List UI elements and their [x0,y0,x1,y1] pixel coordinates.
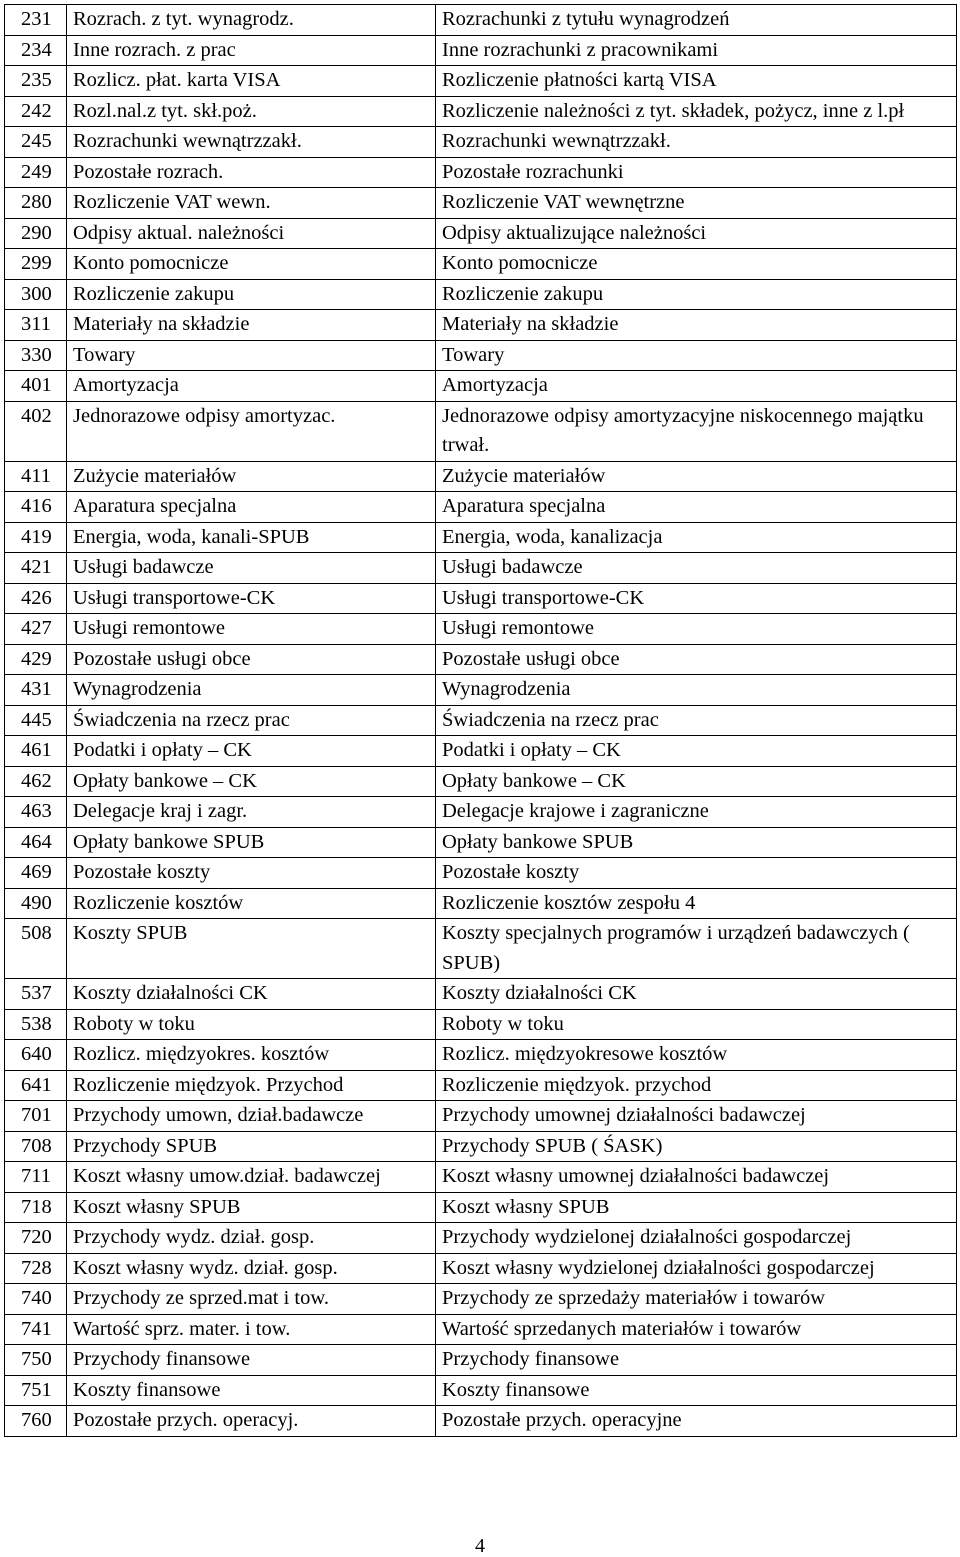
table-row [5,371,957,402]
account-number-cell: 701 [5,1101,67,1132]
account-number-cell: 718 [5,1192,67,1223]
account-short-name-cell: Rozliczenie VAT wewn. [67,188,436,219]
account-full-name-cell: Usługi transportowe-CK [436,583,957,614]
account-number-cell: 290 [5,218,67,249]
account-number-cell: 728 [5,1253,67,1284]
table-row [5,492,957,523]
account-short-name-cell: Delegacje kraj i zagr. [67,797,436,828]
account-full-name-cell: Odpisy aktualizujące należności [436,218,957,249]
table-row [5,1284,957,1315]
account-number-cell: 234 [5,35,67,66]
account-short-name-cell: Koszt własny wydz. dział. gosp. [67,1253,436,1284]
account-short-name-cell: Opłaty bankowe – CK [67,766,436,797]
account-number-cell: 419 [5,522,67,553]
account-short-name-cell: Przychody finansowe [67,1345,436,1376]
account-full-name-cell: Rozliczenie płatności kartą VISA [436,66,957,97]
table-row [5,766,957,797]
account-short-name-cell: Opłaty bankowe SPUB [67,827,436,858]
account-short-name-cell: Materiały na składzie [67,310,436,341]
account-short-name-cell: Podatki i opłaty – CK [67,736,436,767]
account-short-name-cell: Rozrach. z tyt. wynagrodz. [67,5,436,36]
table-row [5,1070,957,1101]
account-full-name-cell: Świadczenia na rzecz prac [436,705,957,736]
account-number-cell: 461 [5,736,67,767]
account-short-name-cell: Energia, woda, kanali-SPUB [67,522,436,553]
account-full-name-cell: Koszty działalności CK [436,979,957,1010]
account-short-name-cell: Koszty SPUB [67,919,436,979]
account-number-cell: 508 [5,919,67,979]
account-full-name-cell: Pozostałe koszty [436,858,957,889]
table-row [5,553,957,584]
account-full-name-cell: Wartość sprzedanych materiałów i towarów [436,1314,957,1345]
table-row [5,1009,957,1040]
account-number-cell: 300 [5,279,67,310]
account-short-name-cell: Rozl.nal.z tyt. skł.poż. [67,96,436,127]
table-row [5,5,957,36]
account-number-cell: 445 [5,705,67,736]
table-row [5,461,957,492]
account-full-name-cell: Koszt własny wydzielonej działalności gospodarczej [436,1253,957,1284]
account-short-name-cell: Rozlicz. płat. karta VISA [67,66,436,97]
account-number-cell: 538 [5,1009,67,1040]
accounts-table-body [5,5,957,1437]
account-full-name-cell: Pozostałe przych. operacyjne [436,1406,957,1437]
account-full-name-cell: Zużycie materiałów [436,461,957,492]
account-full-name-cell: Amortyzacja [436,371,957,402]
account-full-name-cell: Przychody ze sprzedaży materiałów i towarów [436,1284,957,1315]
account-short-name-cell: Usługi remontowe [67,614,436,645]
account-number-cell: 640 [5,1040,67,1071]
account-number-cell: 708 [5,1131,67,1162]
account-number-cell: 245 [5,127,67,158]
account-short-name-cell: Koszty działalności CK [67,979,436,1010]
account-full-name-cell: Roboty w toku [436,1009,957,1040]
account-full-name-cell: Delegacje krajowe i zagraniczne [436,797,957,828]
table-row [5,644,957,675]
account-full-name-cell: Pozostałe usługi obce [436,644,957,675]
account-short-name-cell: Pozostałe usługi obce [67,644,436,675]
table-row [5,614,957,645]
table-row [5,310,957,341]
account-full-name-cell: Opłaty bankowe SPUB [436,827,957,858]
account-number-cell: 462 [5,766,67,797]
accounts-table [4,4,957,1437]
account-full-name-cell: Opłaty bankowe – CK [436,766,957,797]
page-number: 4 [475,1535,485,1557]
account-number-cell: 231 [5,5,67,36]
account-short-name-cell: Aparatura specjalna [67,492,436,523]
account-short-name-cell: Pozostałe rozrach. [67,157,436,188]
account-number-cell: 402 [5,401,67,461]
table-row [5,797,957,828]
account-short-name-cell: Usługi badawcze [67,553,436,584]
account-full-name-cell: Materiały na składzie [436,310,957,341]
table-row [5,583,957,614]
table-row [5,218,957,249]
table-row [5,1375,957,1406]
account-full-name-cell: Konto pomocnicze [436,249,957,280]
account-number-cell: 242 [5,96,67,127]
table-row [5,1253,957,1284]
account-short-name-cell: Konto pomocnicze [67,249,436,280]
account-number-cell: 249 [5,157,67,188]
account-number-cell: 235 [5,66,67,97]
account-full-name-cell: Usługi remontowe [436,614,957,645]
account-full-name-cell: Rozrachunki z tytułu wynagrodzeń [436,5,957,36]
table-row [5,705,957,736]
account-number-cell: 641 [5,1070,67,1101]
account-number-cell: 711 [5,1162,67,1193]
table-row [5,96,957,127]
account-full-name-cell: Wynagrodzenia [436,675,957,706]
account-short-name-cell: Przychody umown, dział.badawcze [67,1101,436,1132]
account-short-name-cell: Odpisy aktual. należności [67,218,436,249]
account-full-name-cell: Rozliczenie VAT wewnętrzne [436,188,957,219]
account-short-name-cell: Towary [67,340,436,371]
table-row [5,279,957,310]
table-row [5,249,957,280]
table-row [5,1040,957,1071]
table-row [5,188,957,219]
table-row [5,66,957,97]
account-full-name-cell: Inne rozrachunki z pracownikami [436,35,957,66]
account-number-cell: 330 [5,340,67,371]
account-short-name-cell: Rozrachunki wewnątrzzakł. [67,127,436,158]
account-number-cell: 411 [5,461,67,492]
account-full-name-cell: Przychody umownej działalności badawczej [436,1101,957,1132]
account-number-cell: 469 [5,858,67,889]
account-number-cell: 401 [5,371,67,402]
account-short-name-cell: Przychody SPUB [67,1131,436,1162]
table-row [5,1223,957,1254]
table-row [5,522,957,553]
account-full-name-cell: Pozostałe rozrachunki [436,157,957,188]
account-full-name-cell: Energia, woda, kanalizacja [436,522,957,553]
account-full-name-cell: Rozrachunki wewnątrzzakł. [436,127,957,158]
table-row [5,858,957,889]
account-number-cell: 427 [5,614,67,645]
account-full-name-cell: Przychody SPUB ( ŚASK) [436,1131,957,1162]
account-short-name-cell: Rozliczenie międzyok. Przychod [67,1070,436,1101]
account-full-name-cell: Przychody finansowe [436,1345,957,1376]
table-row [5,1192,957,1223]
account-number-cell: 741 [5,1314,67,1345]
account-short-name-cell: Rozlicz. międzyokres. kosztów [67,1040,436,1071]
table-row [5,827,957,858]
table-row [5,888,957,919]
table-row [5,1131,957,1162]
table-row [5,401,957,461]
account-full-name-cell: Aparatura specjalna [436,492,957,523]
account-full-name-cell: Rozlicz. międzyokresowe kosztów [436,1040,957,1071]
account-number-cell: 750 [5,1345,67,1376]
table-row [5,675,957,706]
account-number-cell: 429 [5,644,67,675]
table-row [5,1101,957,1132]
account-short-name-cell: Wartość sprz. mater. i tow. [67,1314,436,1345]
account-number-cell: 720 [5,1223,67,1254]
account-short-name-cell: Rozliczenie kosztów [67,888,436,919]
account-short-name-cell: Pozostałe koszty [67,858,436,889]
account-number-cell: 760 [5,1406,67,1437]
account-number-cell: 421 [5,553,67,584]
account-number-cell: 740 [5,1284,67,1315]
account-number-cell: 416 [5,492,67,523]
account-short-name-cell: Rozliczenie zakupu [67,279,436,310]
account-full-name-cell: Koszt własny SPUB [436,1192,957,1223]
table-row [5,127,957,158]
account-full-name-cell: Przychody wydzielonej działalności gospodarczej [436,1223,957,1254]
table-row [5,1345,957,1376]
account-full-name-cell: Koszty specjalnych programów i urządzeń badawczych ( SPUB) [436,919,957,979]
table-row [5,35,957,66]
account-full-name-cell: Jednorazowe odpisy amortyzacyjne niskocennego majątku trwał. [436,401,957,461]
account-full-name-cell: Rozliczenie należności z tyt. składek, pożycz, inne z l.pł [436,96,957,127]
account-short-name-cell: Przychody ze sprzed.mat i tow. [67,1284,436,1315]
account-number-cell: 280 [5,188,67,219]
table-row [5,1314,957,1345]
account-number-cell: 311 [5,310,67,341]
table-row [5,340,957,371]
account-short-name-cell: Świadczenia na rzecz prac [67,705,436,736]
account-number-cell: 431 [5,675,67,706]
account-number-cell: 464 [5,827,67,858]
account-short-name-cell: Inne rozrach. z prac [67,35,436,66]
account-short-name-cell: Roboty w toku [67,1009,436,1040]
account-short-name-cell: Zużycie materiałów [67,461,436,492]
account-short-name-cell: Koszt własny umow.dział. badawczej [67,1162,436,1193]
table-row [5,979,957,1010]
account-short-name-cell: Amortyzacja [67,371,436,402]
table-row [5,919,957,979]
account-short-name-cell: Koszt własny SPUB [67,1192,436,1223]
account-full-name-cell: Koszty finansowe [436,1375,957,1406]
account-full-name-cell: Towary [436,340,957,371]
account-full-name-cell: Podatki i opłaty – CK [436,736,957,767]
table-row [5,157,957,188]
account-full-name-cell: Rozliczenie kosztów zespołu 4 [436,888,957,919]
account-short-name-cell: Przychody wydz. dział. gosp. [67,1223,436,1254]
account-full-name-cell: Rozliczenie międzyok. przychod [436,1070,957,1101]
table-row [5,736,957,767]
table-row [5,1406,957,1437]
account-full-name-cell: Rozliczenie zakupu [436,279,957,310]
account-short-name-cell: Jednorazowe odpisy amortyzac. [67,401,436,461]
account-number-cell: 426 [5,583,67,614]
account-number-cell: 490 [5,888,67,919]
account-number-cell: 751 [5,1375,67,1406]
account-full-name-cell: Usługi badawcze [436,553,957,584]
account-short-name-cell: Usługi transportowe-CK [67,583,436,614]
table-row [5,1162,957,1193]
account-number-cell: 463 [5,797,67,828]
account-number-cell: 299 [5,249,67,280]
account-short-name-cell: Wynagrodzenia [67,675,436,706]
account-short-name-cell: Koszty finansowe [67,1375,436,1406]
account-short-name-cell: Pozostałe przych. operacyj. [67,1406,436,1437]
account-full-name-cell: Koszt własny umownej działalności badawczej [436,1162,957,1193]
account-number-cell: 537 [5,979,67,1010]
